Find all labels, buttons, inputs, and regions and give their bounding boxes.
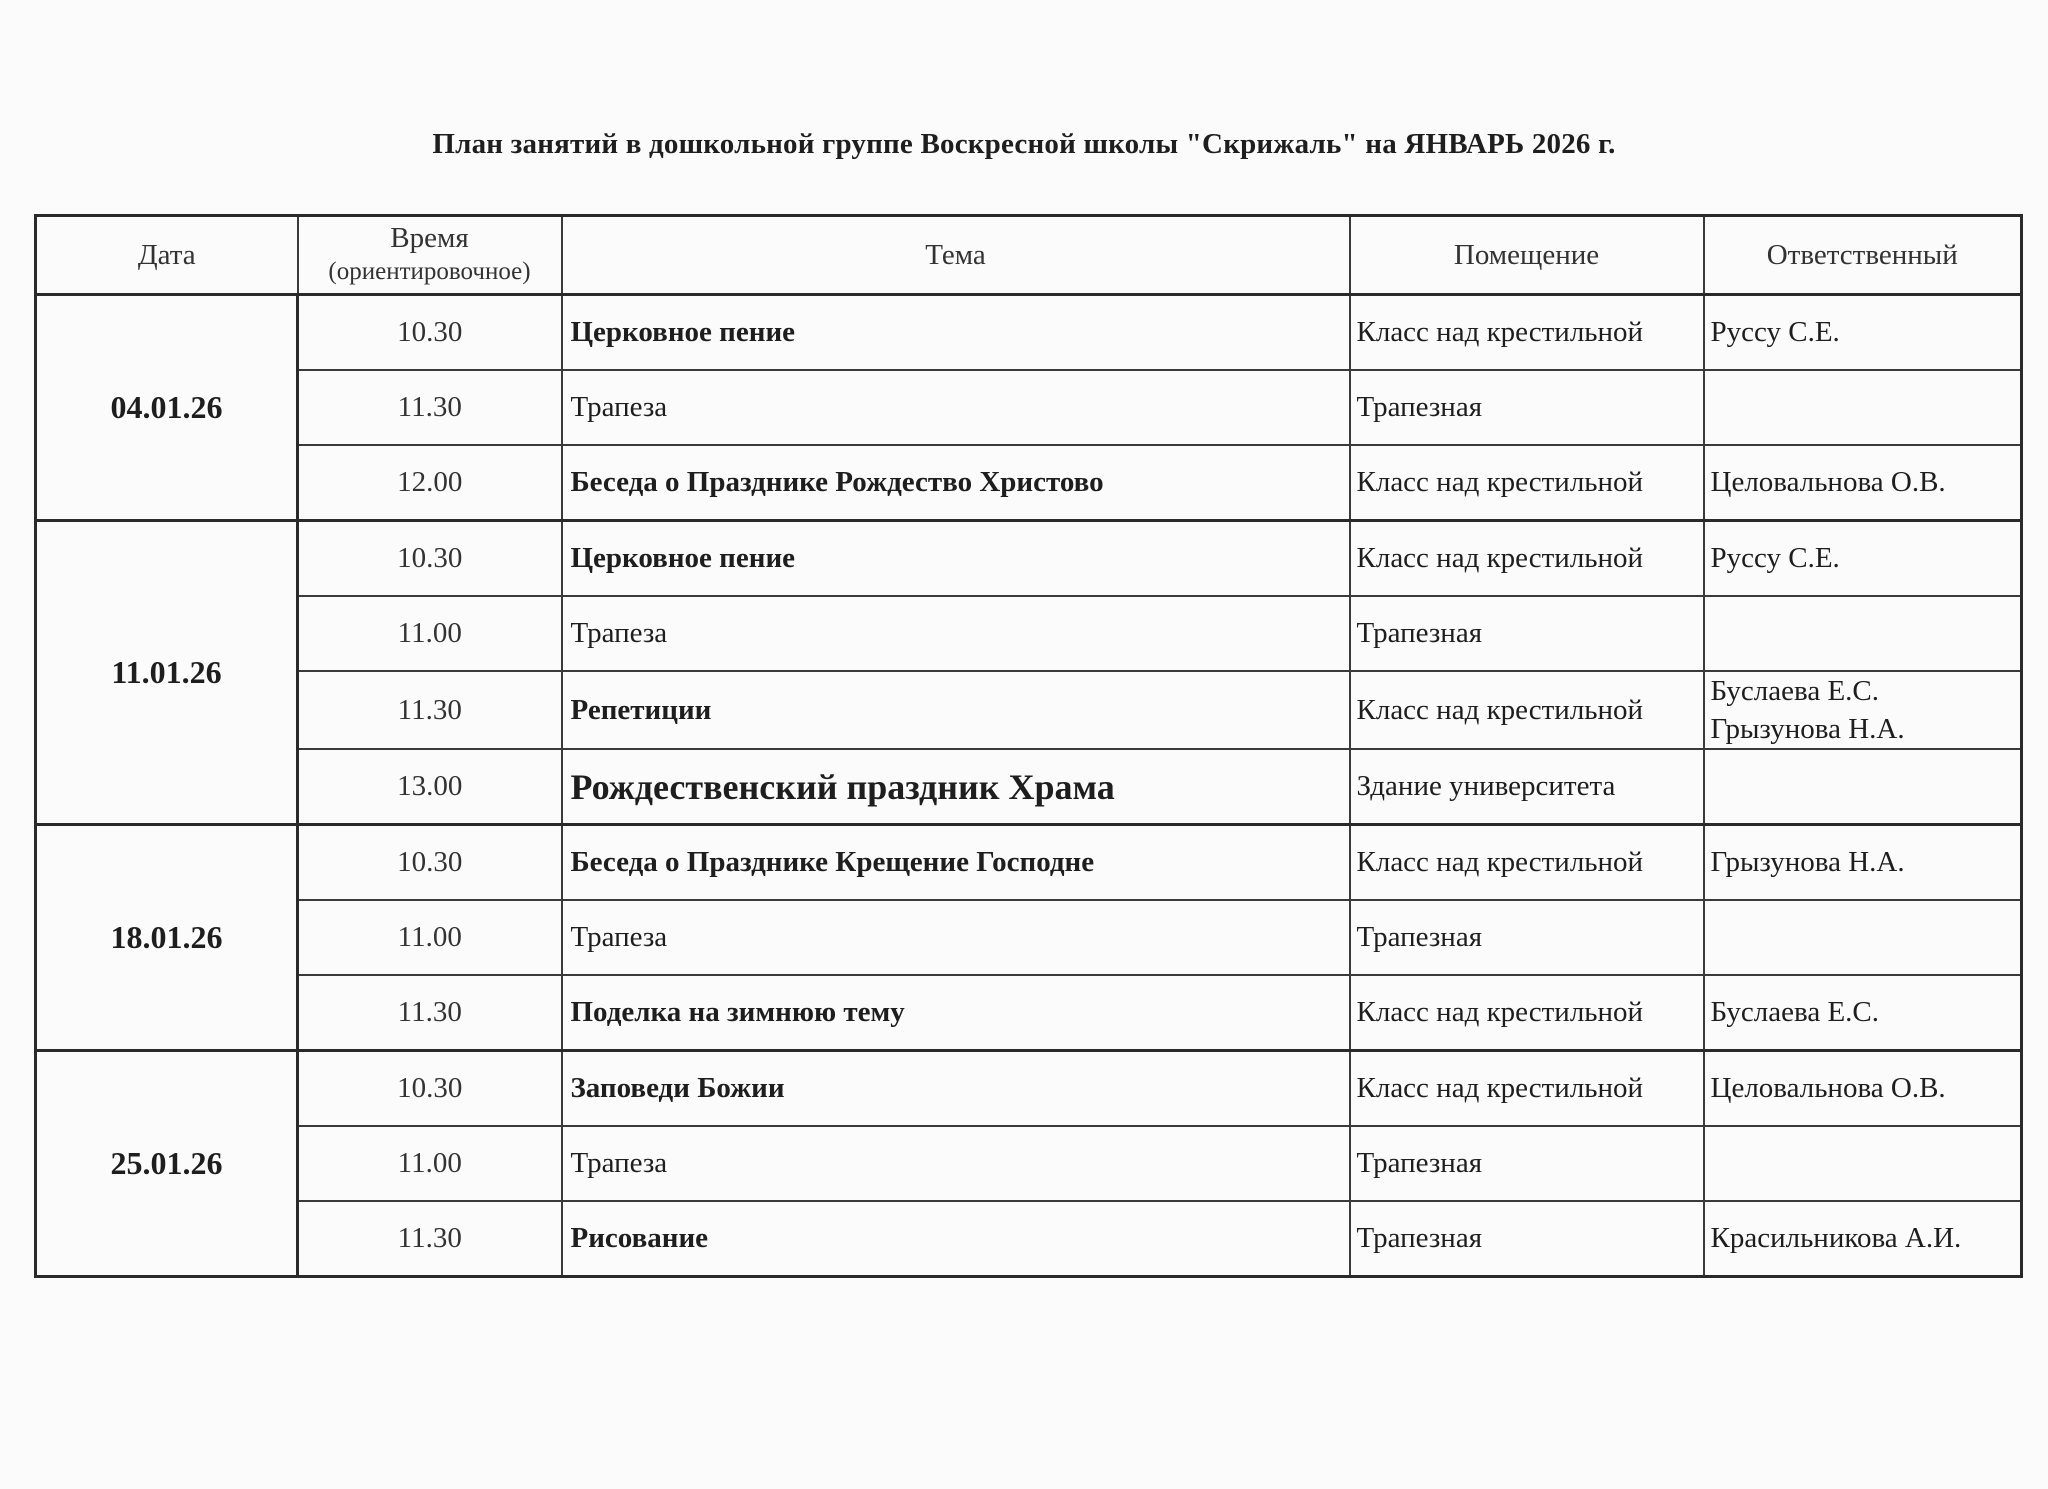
header-responsible: Ответственный [1704,216,2022,295]
header-time-label: Время [390,222,469,254]
table-row [36,596,2022,671]
room-cell: Класс над крестильной [1350,671,1704,749]
time-cell: 10.30 [298,1051,562,1127]
room-cell: Трапезная [1350,1201,1704,1277]
table-row [36,1126,2022,1201]
table-row [36,521,2022,597]
topic-cell: Церковное пение [562,295,1350,371]
responsible-cell: Руссу С.Е. [1704,295,2022,371]
responsible-cell [1704,596,2022,671]
room-cell: Здание университета [1350,749,1704,825]
table-row [36,975,2022,1051]
time-cell: 11.00 [298,596,562,671]
table-row [36,370,2022,445]
table-row [36,295,2022,371]
room-cell: Класс над крестильной [1350,521,1704,597]
header-topic: Тема [562,216,1350,295]
topic-cell: Беседа о Празднике Крещение Господне [562,825,1350,901]
responsible-cell: Руссу С.Е. [1704,521,2022,597]
time-cell: 11.30 [298,671,562,749]
responsible-cell [1704,749,2022,825]
table-row [36,900,2022,975]
topic-cell: Репетиции [562,671,1350,749]
table-row [36,445,2022,521]
date-cell: 25.01.26 [36,1051,298,1277]
responsible-name: Грызунова Н.А. [1710,713,1905,745]
responsible-cell [1704,900,2022,975]
topic-cell: Трапеза [562,596,1350,671]
header-room: Помещение [1350,216,1704,295]
topic-cell: Церковное пение [562,521,1350,597]
header-date: Дата [36,216,298,295]
room-cell: Класс над крестильной [1350,975,1704,1051]
topic-cell: Трапеза [562,900,1350,975]
header-time-note: (ориентировочное) [328,258,531,285]
room-cell: Трапезная [1350,596,1704,671]
room-cell: Трапезная [1350,370,1704,445]
responsible-cell [1704,1126,2022,1201]
responsible-cell: Целовальнова О.В. [1704,1051,2022,1127]
date-cell: 04.01.26 [36,295,298,521]
time-cell: 10.30 [298,295,562,371]
table-row [36,749,2022,825]
room-cell: Класс над крестильной [1350,1051,1704,1127]
page-title: План занятий в дошкольной группе Воскресной школы "Скрижаль" на ЯНВАРЬ 2026 г. [432,128,1616,160]
header-time [298,216,562,295]
room-cell: Трапезная [1350,900,1704,975]
header-row [36,216,2022,295]
time-cell: 11.30 [298,1201,562,1277]
time-cell: 10.30 [298,825,562,901]
table-row [36,1051,2022,1127]
topic-cell: Рисование [562,1201,1350,1277]
responsible-cell: Грызунова Н.А. [1704,825,2022,901]
responsible-cell: Буслаева Е.С. [1704,975,2022,1051]
room-cell: Класс над крестильной [1350,825,1704,901]
time-cell: 11.30 [298,975,562,1051]
time-cell: 12.00 [298,445,562,521]
room-cell: Класс над крестильной [1350,445,1704,521]
date-cell: 11.01.26 [36,521,298,825]
topic-cell: Беседа о Празднике Рождество Христово [562,445,1350,521]
table-row [36,671,2022,749]
room-cell: Трапезная [1350,1126,1704,1201]
responsible-cell: Красильникова А.И. [1704,1201,2022,1277]
room-cell: Класс над крестильной [1350,295,1704,371]
responsible-cell [1704,671,2022,749]
time-cell: 11.00 [298,900,562,975]
time-cell: 11.00 [298,1126,562,1201]
table-row [36,825,2022,901]
topic-cell: Поделка на зимнюю тему [562,975,1350,1051]
time-cell: 10.30 [298,521,562,597]
responsible-cell: Целовальнова О.В. [1704,445,2022,521]
table-row [36,1201,2022,1277]
schedule-table [34,214,2023,1278]
responsible-cell [1704,370,2022,445]
topic-cell: Заповеди Божии [562,1051,1350,1127]
topic-cell: Трапеза [562,1126,1350,1201]
date-cell: 18.01.26 [36,825,298,1051]
responsible-name: Буслаева Е.С. [1710,675,1880,707]
topic-cell: Рождественский праздник Храма [562,749,1350,825]
time-cell: 13.00 [298,749,562,825]
topic-cell: Трапеза [562,370,1350,445]
time-cell: 11.30 [298,370,562,445]
